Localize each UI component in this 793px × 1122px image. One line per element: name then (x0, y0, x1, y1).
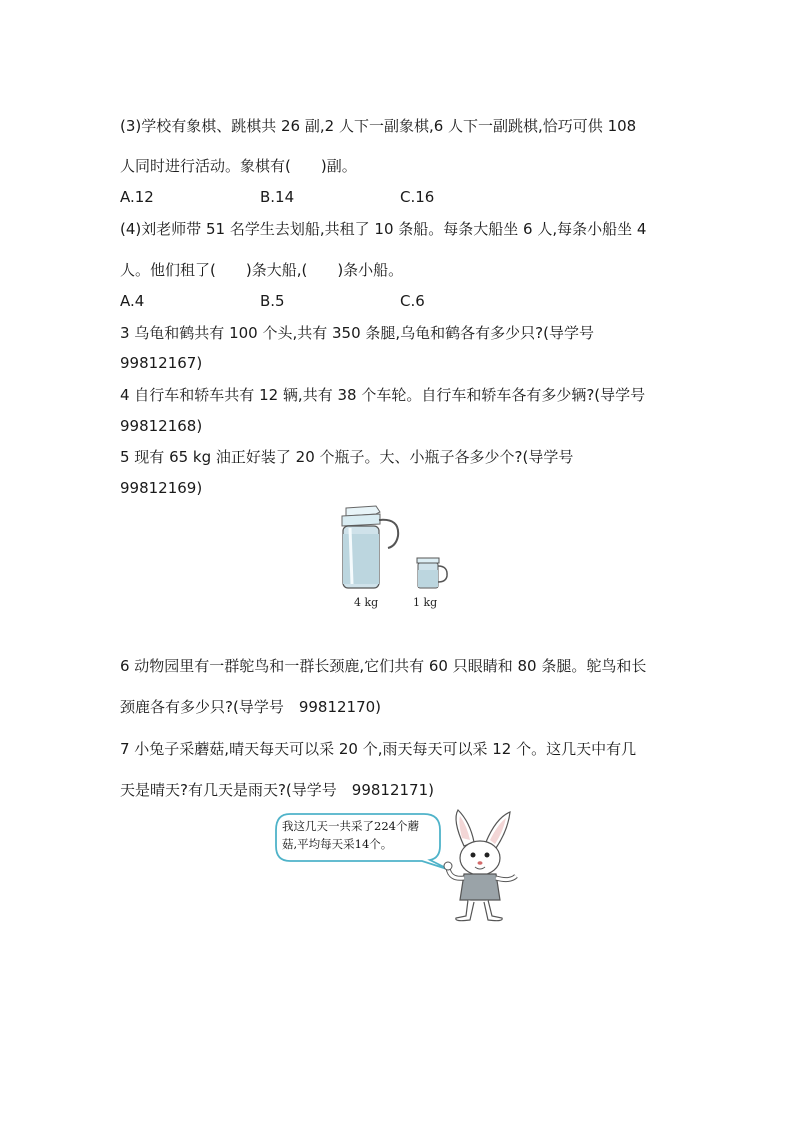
q4-option-b: B.5 (260, 292, 285, 310)
bubble-line1: 我这几天一共采了224个蘑 (282, 819, 419, 833)
p7-line1: 7 小兔子采蘑菇,晴天每天可以采 20 个,雨天每天可以采 12 个。这几天中有几 (120, 740, 637, 758)
q3-option-c: C.16 (400, 188, 435, 206)
q4-line1: (4)刘老师带 51 名学生去划船,共租了 10 条船。每条大船坐 6 人,每条小船坐 4 (120, 220, 647, 238)
p4-line2: 99812168) (120, 417, 203, 435)
q4-line2: 人。他们租了( )条大船,( )条小船。 (120, 261, 404, 279)
rabbit-icon (440, 808, 524, 924)
small-oil-bottle-icon (417, 558, 447, 588)
p6-line1: 6 动物园里有一群鸵鸟和一群长颈鹿,它们共有 60 只眼睛和 80 条腿。鸵鸟和长 (120, 657, 647, 675)
q4-option-c: C.6 (400, 292, 425, 310)
p6-line2: 颈鹿各有多少只?(导学号 99812170) (120, 698, 382, 716)
small-bottle-label: 1 kg (413, 596, 438, 609)
q4-option-a: A.4 (120, 292, 145, 310)
p4-line1: 4 自行车和轿车共有 12 辆,共有 38 个车轮。自行车和轿车各有多少辆?(导学号 (120, 386, 646, 404)
big-oil-bottle-icon (342, 506, 398, 588)
q3-option-b: B.14 (260, 188, 295, 206)
oil-bottles-illustration (330, 500, 470, 596)
p5-line2: 99812169) (120, 479, 203, 497)
p7-line2: 天是晴天?有几天是雨天?(导学号 99812171) (120, 781, 434, 799)
q3-option-a: A.12 (120, 188, 154, 206)
p3-line1: 3 乌龟和鹤共有 100 个头,共有 350 条腿,乌龟和鹤各有多少只?(导学号 (120, 324, 594, 342)
p3-line2: 99812167) (120, 354, 203, 372)
bubble-line2: 菇,平均每天采14个。 (282, 837, 393, 851)
p5-line1: 5 现有 65 kg 油正好装了 20 个瓶子。大、小瓶子各多少个?(导学号 (120, 448, 574, 466)
q3-line1: (3)学校有象棋、跳棋共 26 副,2 人下一副象棋,6 人下一副跳棋,恰巧可供 108 (120, 117, 637, 135)
big-bottle-label: 4 kg (354, 596, 379, 609)
q3-line2: 人同时进行活动。象棋有( )副。 (120, 157, 357, 175)
